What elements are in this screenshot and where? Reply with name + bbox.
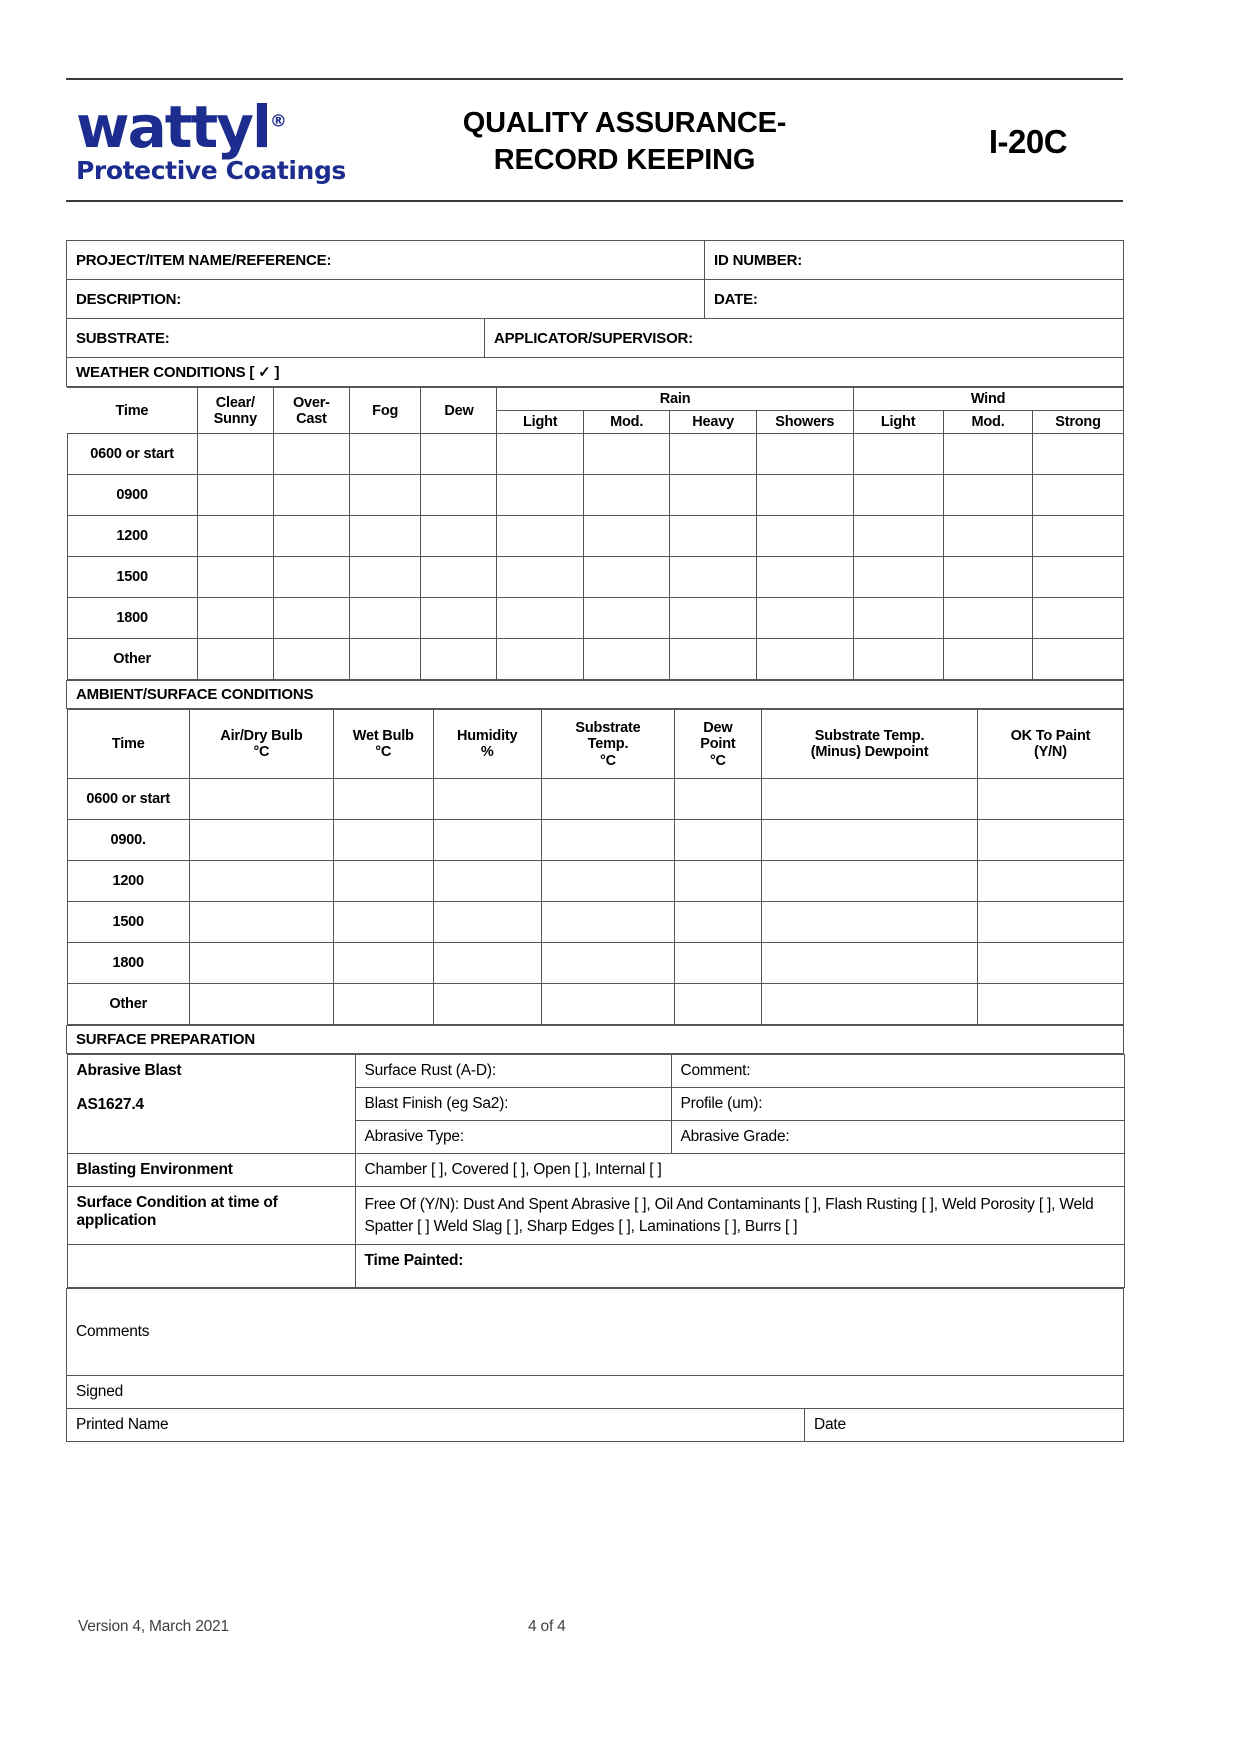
surface-condition-value-cell[interactable] <box>355 1187 1124 1245</box>
overcast-line1: Over- <box>292 394 330 411</box>
document-code: I-20C <box>988 123 1068 160</box>
weather-cell[interactable] <box>853 434 943 475</box>
weather-cell[interactable] <box>273 516 349 557</box>
row-ambient-table <box>67 709 1124 1026</box>
ambient-table-container <box>67 709 1124 1026</box>
weather-row-label: 0600 or start <box>67 434 197 475</box>
weather-cell[interactable] <box>583 557 669 598</box>
ambient-table <box>67 709 1124 1025</box>
weather-cell[interactable] <box>349 598 420 639</box>
ambient-cell[interactable] <box>333 861 433 902</box>
cell-project-name[interactable] <box>67 241 705 280</box>
cell-id-number[interactable] <box>705 241 1124 280</box>
cell-applicator[interactable] <box>485 319 1124 358</box>
ambient-band <box>67 681 1124 709</box>
signoff-date-label: Date <box>814 1416 846 1434</box>
weather-cell[interactable] <box>583 516 669 557</box>
row-comments <box>67 1289 1124 1376</box>
row-surface-prep-band <box>67 1026 1124 1054</box>
ambient-cell[interactable] <box>978 820 1123 861</box>
ambient-band-label: AMBIENT/SURFACE CONDITIONS <box>76 686 314 704</box>
weather-cell[interactable] <box>1033 557 1123 598</box>
surface-condition-label-cell <box>67 1187 355 1245</box>
weather-cell[interactable] <box>756 475 853 516</box>
weather-cell[interactable] <box>497 516 583 557</box>
humidity-l2: % <box>480 744 494 761</box>
substrate-temp-l1: Substrate <box>575 720 641 737</box>
air-dry-bulb-l1: Air/Dry Bulb <box>220 728 303 745</box>
ambient-cell[interactable] <box>761 861 978 902</box>
ambient-cell[interactable] <box>541 779 674 820</box>
surface-condition-options: Free Of (Y/N): Dust And Spent Abrasive [ ], Oil And Contaminants [ ], Flash Rusting [ ], Weld Porosity [ ], Weld Spatter [ ] Weld Slag [ ], Sharp Edges [ ], Laminations [ ], Burrs [ ] <box>364 1196 1094 1235</box>
table-row <box>67 1154 1124 1187</box>
blasting-environment-value-cell[interactable] <box>355 1154 1124 1187</box>
ambient-cell[interactable] <box>761 984 978 1025</box>
document-header <box>66 82 1123 202</box>
row-printed-name-date <box>67 1409 1124 1442</box>
abrasive-standard-label: AS1627.4 <box>76 1096 144 1114</box>
surface-rust-label: Surface Rust (A-D): <box>364 1062 496 1080</box>
weather-cell[interactable] <box>943 516 1033 557</box>
ambient-cell[interactable] <box>189 943 333 984</box>
table-row <box>67 1055 1124 1088</box>
table-row <box>67 861 1123 902</box>
time-painted-spacer-cell <box>67 1245 355 1288</box>
ambient-cell[interactable] <box>433 820 541 861</box>
weather-band <box>67 358 1124 387</box>
cell-date[interactable] <box>705 280 1124 319</box>
ambient-cell[interactable] <box>675 820 762 861</box>
weather-header-row-1 <box>67 388 1123 411</box>
ambient-col-humidity <box>433 710 541 779</box>
ambient-col-substrate-temp <box>541 710 674 779</box>
weather-cell[interactable] <box>197 434 273 475</box>
ambient-cell[interactable] <box>541 820 674 861</box>
surface-prep-container <box>67 1054 1124 1289</box>
weather-row-label: 1800 <box>67 598 197 639</box>
signoff-date-cell[interactable] <box>805 1409 1124 1442</box>
ambient-row-label: 0900. <box>67 820 189 861</box>
dew-point-l1: Dew <box>703 720 733 737</box>
weather-cell[interactable] <box>273 598 349 639</box>
blast-finish-cell[interactable] <box>355 1088 671 1121</box>
substrate-label: SUBSTRATE: <box>76 329 170 347</box>
weather-cell[interactable] <box>853 557 943 598</box>
weather-col-clear-sunny <box>197 388 273 434</box>
surface-prep-band <box>67 1026 1124 1054</box>
ambient-cell[interactable] <box>675 943 762 984</box>
weather-col-overcast <box>273 388 349 434</box>
weather-col-time: Time <box>67 388 197 434</box>
clear-sunny-line2: Sunny <box>213 410 257 427</box>
cell-description[interactable] <box>67 280 705 319</box>
weather-cell[interactable] <box>421 557 497 598</box>
weather-cell[interactable] <box>943 557 1033 598</box>
substrate-temp-l2: Temp. <box>587 736 629 753</box>
weather-cell[interactable] <box>421 475 497 516</box>
weather-cell[interactable] <box>670 639 756 680</box>
weather-col-wind-light: Light <box>853 411 943 434</box>
table-row <box>67 984 1123 1025</box>
qa-record-form <box>66 240 1124 1442</box>
table-row <box>67 516 1123 557</box>
weather-cell[interactable] <box>853 598 943 639</box>
ambient-col-time-l1: Time <box>111 736 145 753</box>
row-weather-band <box>67 358 1124 387</box>
ambient-cell[interactable] <box>433 984 541 1025</box>
weather-cell[interactable] <box>497 434 583 475</box>
ambient-col-wet-bulb <box>333 710 433 779</box>
table-row <box>67 598 1123 639</box>
weather-cell[interactable] <box>197 516 273 557</box>
ambient-col-air-dry-bulb <box>189 710 333 779</box>
ambient-row-label: 0600 or start <box>67 779 189 820</box>
surface-prep-table <box>67 1054 1125 1288</box>
ambient-cell[interactable] <box>978 943 1123 984</box>
signed-label: Signed <box>76 1383 124 1401</box>
ambient-cell[interactable] <box>189 820 333 861</box>
abrasive-type-label: Abrasive Type: <box>364 1128 464 1146</box>
weather-col-wind-strong: Strong <box>1033 411 1123 434</box>
weather-cell[interactable] <box>497 639 583 680</box>
ambient-row-label: Other <box>67 984 189 1025</box>
clear-sunny-line1: Clear/ <box>215 394 255 411</box>
weather-cell[interactable] <box>1033 475 1123 516</box>
weather-cell[interactable] <box>349 557 420 598</box>
weather-row-label: 1200 <box>67 516 197 557</box>
ambient-cell[interactable] <box>675 779 762 820</box>
profile-label: Profile (um): <box>680 1095 763 1113</box>
logo-tagline: Protective Coatings <box>76 156 346 186</box>
applicator-label: APPLICATOR/SUPERVISOR: <box>494 329 693 347</box>
weather-col-rain-heavy: Heavy <box>670 411 756 434</box>
ambient-row-label: 1800 <box>67 943 189 984</box>
comment-label: Comment: <box>680 1062 751 1080</box>
weather-cell[interactable] <box>197 475 273 516</box>
ambient-cell[interactable] <box>675 861 762 902</box>
time-painted-cell[interactable] <box>355 1245 1124 1288</box>
ambient-cell[interactable] <box>189 861 333 902</box>
ambient-cell[interactable] <box>541 861 674 902</box>
weather-cell[interactable] <box>583 639 669 680</box>
weather-cell[interactable] <box>349 475 420 516</box>
ambient-col-time <box>67 710 189 779</box>
profile-cell[interactable] <box>671 1088 1124 1121</box>
header-bottom-rule <box>66 200 1123 202</box>
weather-cell[interactable] <box>1033 598 1123 639</box>
ambient-cell[interactable] <box>189 984 333 1025</box>
ambient-cell[interactable] <box>333 943 433 984</box>
printed-name-label: Printed Name <box>76 1416 169 1434</box>
ambient-row-label: 1500 <box>67 902 189 943</box>
ambient-cell[interactable] <box>761 779 978 820</box>
substrate-temp-l3: °C <box>600 752 616 769</box>
weather-cell[interactable] <box>853 516 943 557</box>
weather-cell[interactable] <box>197 639 273 680</box>
ambient-cell[interactable] <box>675 984 762 1025</box>
table-row <box>67 1245 1124 1288</box>
abrasive-type-cell[interactable] <box>355 1121 671 1154</box>
ambient-col-ok-to-paint <box>978 710 1123 779</box>
weather-cell[interactable] <box>421 639 497 680</box>
time-painted-label: Time Painted: <box>364 1252 464 1270</box>
ambient-cell[interactable] <box>333 984 433 1025</box>
abrasive-grade-cell[interactable] <box>671 1121 1124 1154</box>
weather-table <box>67 387 1124 680</box>
row-description-date <box>67 280 1124 319</box>
ambient-col-substrate-minus-dewpoint <box>761 710 978 779</box>
humidity-l1: Humidity <box>456 728 518 745</box>
ok-to-paint-l1: OK To Paint <box>1010 728 1091 745</box>
blast-finish-label: Blast Finish (eg Sa2): <box>364 1095 509 1113</box>
abrasive-blast-label: Abrasive Blast <box>76 1062 182 1080</box>
weather-cell[interactable] <box>670 598 756 639</box>
weather-cell[interactable] <box>756 434 853 475</box>
row-signed <box>67 1376 1124 1409</box>
signed-cell[interactable] <box>67 1376 1124 1409</box>
weather-row-label: 0900 <box>67 475 197 516</box>
comments-cell[interactable] <box>67 1289 1124 1376</box>
surface-condition-label-line1: Surface Condition at time of <box>76 1194 278 1212</box>
weather-cell[interactable] <box>853 475 943 516</box>
page-title-line2: RECORD KEEPING <box>493 144 756 176</box>
weather-cell[interactable] <box>670 475 756 516</box>
row-weather-table <box>67 387 1124 681</box>
weather-cell[interactable] <box>273 434 349 475</box>
ambient-cell[interactable] <box>978 861 1123 902</box>
weather-cell[interactable] <box>670 516 756 557</box>
dew-point-l2: Point <box>700 736 736 753</box>
table-row <box>67 434 1123 475</box>
weather-cell[interactable] <box>1033 434 1123 475</box>
weather-cell[interactable] <box>1033 516 1123 557</box>
wet-bulb-l2: °C <box>375 744 392 761</box>
ambient-cell[interactable] <box>978 984 1123 1025</box>
ambient-cell[interactable] <box>433 902 541 943</box>
surface-rust-cell[interactable] <box>355 1055 671 1088</box>
page-title-line1: QUALITY ASSURANCE- <box>462 106 787 139</box>
ambient-cell[interactable] <box>333 779 433 820</box>
weather-col-dew: Dew <box>421 388 497 434</box>
weather-cell[interactable] <box>497 557 583 598</box>
description-label: DESCRIPTION: <box>76 290 182 308</box>
ambient-cell[interactable] <box>541 902 674 943</box>
ambient-cell[interactable] <box>189 902 333 943</box>
surface-prep-band-label: SURFACE PREPARATION <box>76 1031 255 1049</box>
weather-cell[interactable] <box>670 434 756 475</box>
abrasive-grade-label: Abrasive Grade: <box>680 1128 790 1146</box>
footer-version: Version 4, March 2021 <box>78 1618 229 1635</box>
weather-cell[interactable] <box>273 475 349 516</box>
weather-col-wind-mod: Mod. <box>943 411 1033 434</box>
id-number-label: ID NUMBER: <box>714 251 803 269</box>
weather-cell[interactable] <box>943 475 1033 516</box>
weather-col-rain-mod: Mod. <box>583 411 669 434</box>
ambient-col-dew-point <box>675 710 762 779</box>
weather-group-wind: Wind <box>853 388 1123 411</box>
ok-to-paint-l2: (Y/N) <box>1034 744 1067 761</box>
weather-cell[interactable] <box>497 475 583 516</box>
comment-cell[interactable] <box>671 1055 1124 1088</box>
blasting-environment-options: Chamber [ ], Covered [ ], Open [ ], Internal [ ] <box>364 1161 662 1179</box>
project-label: PROJECT/ITEM NAME/REFERENCE: <box>76 251 332 269</box>
table-row <box>67 902 1123 943</box>
ambient-cell[interactable] <box>761 943 978 984</box>
weather-cell[interactable] <box>853 639 943 680</box>
weather-cell[interactable] <box>756 639 853 680</box>
ambient-cell[interactable] <box>761 820 978 861</box>
table-row <box>67 943 1123 984</box>
weather-cell[interactable] <box>421 434 497 475</box>
weather-cell[interactable] <box>349 639 420 680</box>
row-ambient-band <box>67 681 1124 709</box>
weather-col-fog: Fog <box>349 388 420 434</box>
ambient-cell[interactable] <box>978 902 1123 943</box>
weather-cell[interactable] <box>756 557 853 598</box>
weather-band-label: WEATHER CONDITIONS [ ✓ ] <box>76 364 280 381</box>
ambient-cell[interactable] <box>978 779 1123 820</box>
ambient-cell[interactable] <box>761 902 978 943</box>
weather-cell[interactable] <box>421 598 497 639</box>
wet-bulb-l1: Wet Bulb <box>352 728 414 745</box>
table-row <box>67 820 1123 861</box>
weather-cell[interactable] <box>273 557 349 598</box>
table-row <box>67 557 1123 598</box>
ambient-cell[interactable] <box>333 820 433 861</box>
row-project-id <box>67 241 1124 280</box>
substrate-minus-dewpoint-l2: (Minus) Dewpoint <box>810 744 929 761</box>
table-row <box>67 475 1123 516</box>
registered-trademark-icon: ® <box>269 112 287 133</box>
weather-cell[interactable] <box>197 598 273 639</box>
weather-row-label: Other <box>67 639 197 680</box>
substrate-minus-dewpoint-l1: Substrate Temp. <box>814 728 925 745</box>
weather-cell[interactable] <box>197 557 273 598</box>
ambient-cell[interactable] <box>675 902 762 943</box>
logo-wordmark <box>76 93 287 162</box>
row-substrate-applicator <box>67 319 1124 358</box>
date-label: DATE: <box>714 290 758 308</box>
row-surface-prep-table <box>67 1054 1124 1289</box>
weather-col-rain-showers: Showers <box>756 411 853 434</box>
page-title <box>356 105 933 179</box>
header-top-rule <box>66 78 1123 80</box>
ambient-cell[interactable] <box>189 779 333 820</box>
weather-cell[interactable] <box>943 434 1033 475</box>
weather-cell[interactable] <box>273 639 349 680</box>
weather-cell[interactable] <box>943 639 1033 680</box>
ambient-cell[interactable] <box>541 984 674 1025</box>
air-dry-bulb-l2: °C <box>253 744 270 761</box>
ambient-cell[interactable] <box>433 779 541 820</box>
weather-cell[interactable] <box>497 598 583 639</box>
ambient-cell[interactable] <box>333 902 433 943</box>
weather-row-label: 1500 <box>67 557 197 598</box>
weather-cell[interactable] <box>943 598 1033 639</box>
table-row <box>67 1187 1124 1245</box>
wattyl-logo <box>66 93 356 186</box>
blasting-environment-label: Blasting Environment <box>76 1161 233 1179</box>
overcast-line2: Cast <box>296 410 327 427</box>
weather-col-rain-light: Light <box>497 411 583 434</box>
logo-wordmark-text: wattyl <box>76 93 270 162</box>
weather-table-container <box>67 387 1124 681</box>
weather-cell[interactable] <box>349 516 420 557</box>
weather-cell[interactable] <box>756 598 853 639</box>
blasting-environment-label-cell <box>67 1154 355 1187</box>
weather-cell[interactable] <box>583 475 669 516</box>
ambient-cell[interactable] <box>433 861 541 902</box>
printed-name-cell[interactable] <box>67 1409 805 1442</box>
cell-substrate[interactable] <box>67 319 485 358</box>
ambient-cell[interactable] <box>433 943 541 984</box>
ambient-row-label: 1200 <box>67 861 189 902</box>
weather-cell[interactable] <box>670 557 756 598</box>
weather-cell[interactable] <box>1033 639 1123 680</box>
dew-point-l3: °C <box>709 752 726 769</box>
footer-page-number: 4 of 4 <box>528 1618 566 1635</box>
weather-cell[interactable] <box>756 516 853 557</box>
ambient-cell[interactable] <box>541 943 674 984</box>
weather-cell[interactable] <box>583 598 669 639</box>
weather-group-rain: Rain <box>497 388 853 411</box>
weather-cell[interactable] <box>421 516 497 557</box>
weather-cell[interactable] <box>349 434 420 475</box>
table-row <box>67 639 1123 680</box>
comments-label: Comments <box>76 1323 150 1341</box>
table-row <box>67 779 1123 820</box>
weather-cell[interactable] <box>583 434 669 475</box>
ambient-header-row <box>67 710 1123 779</box>
abrasive-blast-cell <box>67 1055 355 1154</box>
surface-condition-label-line2: application <box>76 1212 157 1230</box>
